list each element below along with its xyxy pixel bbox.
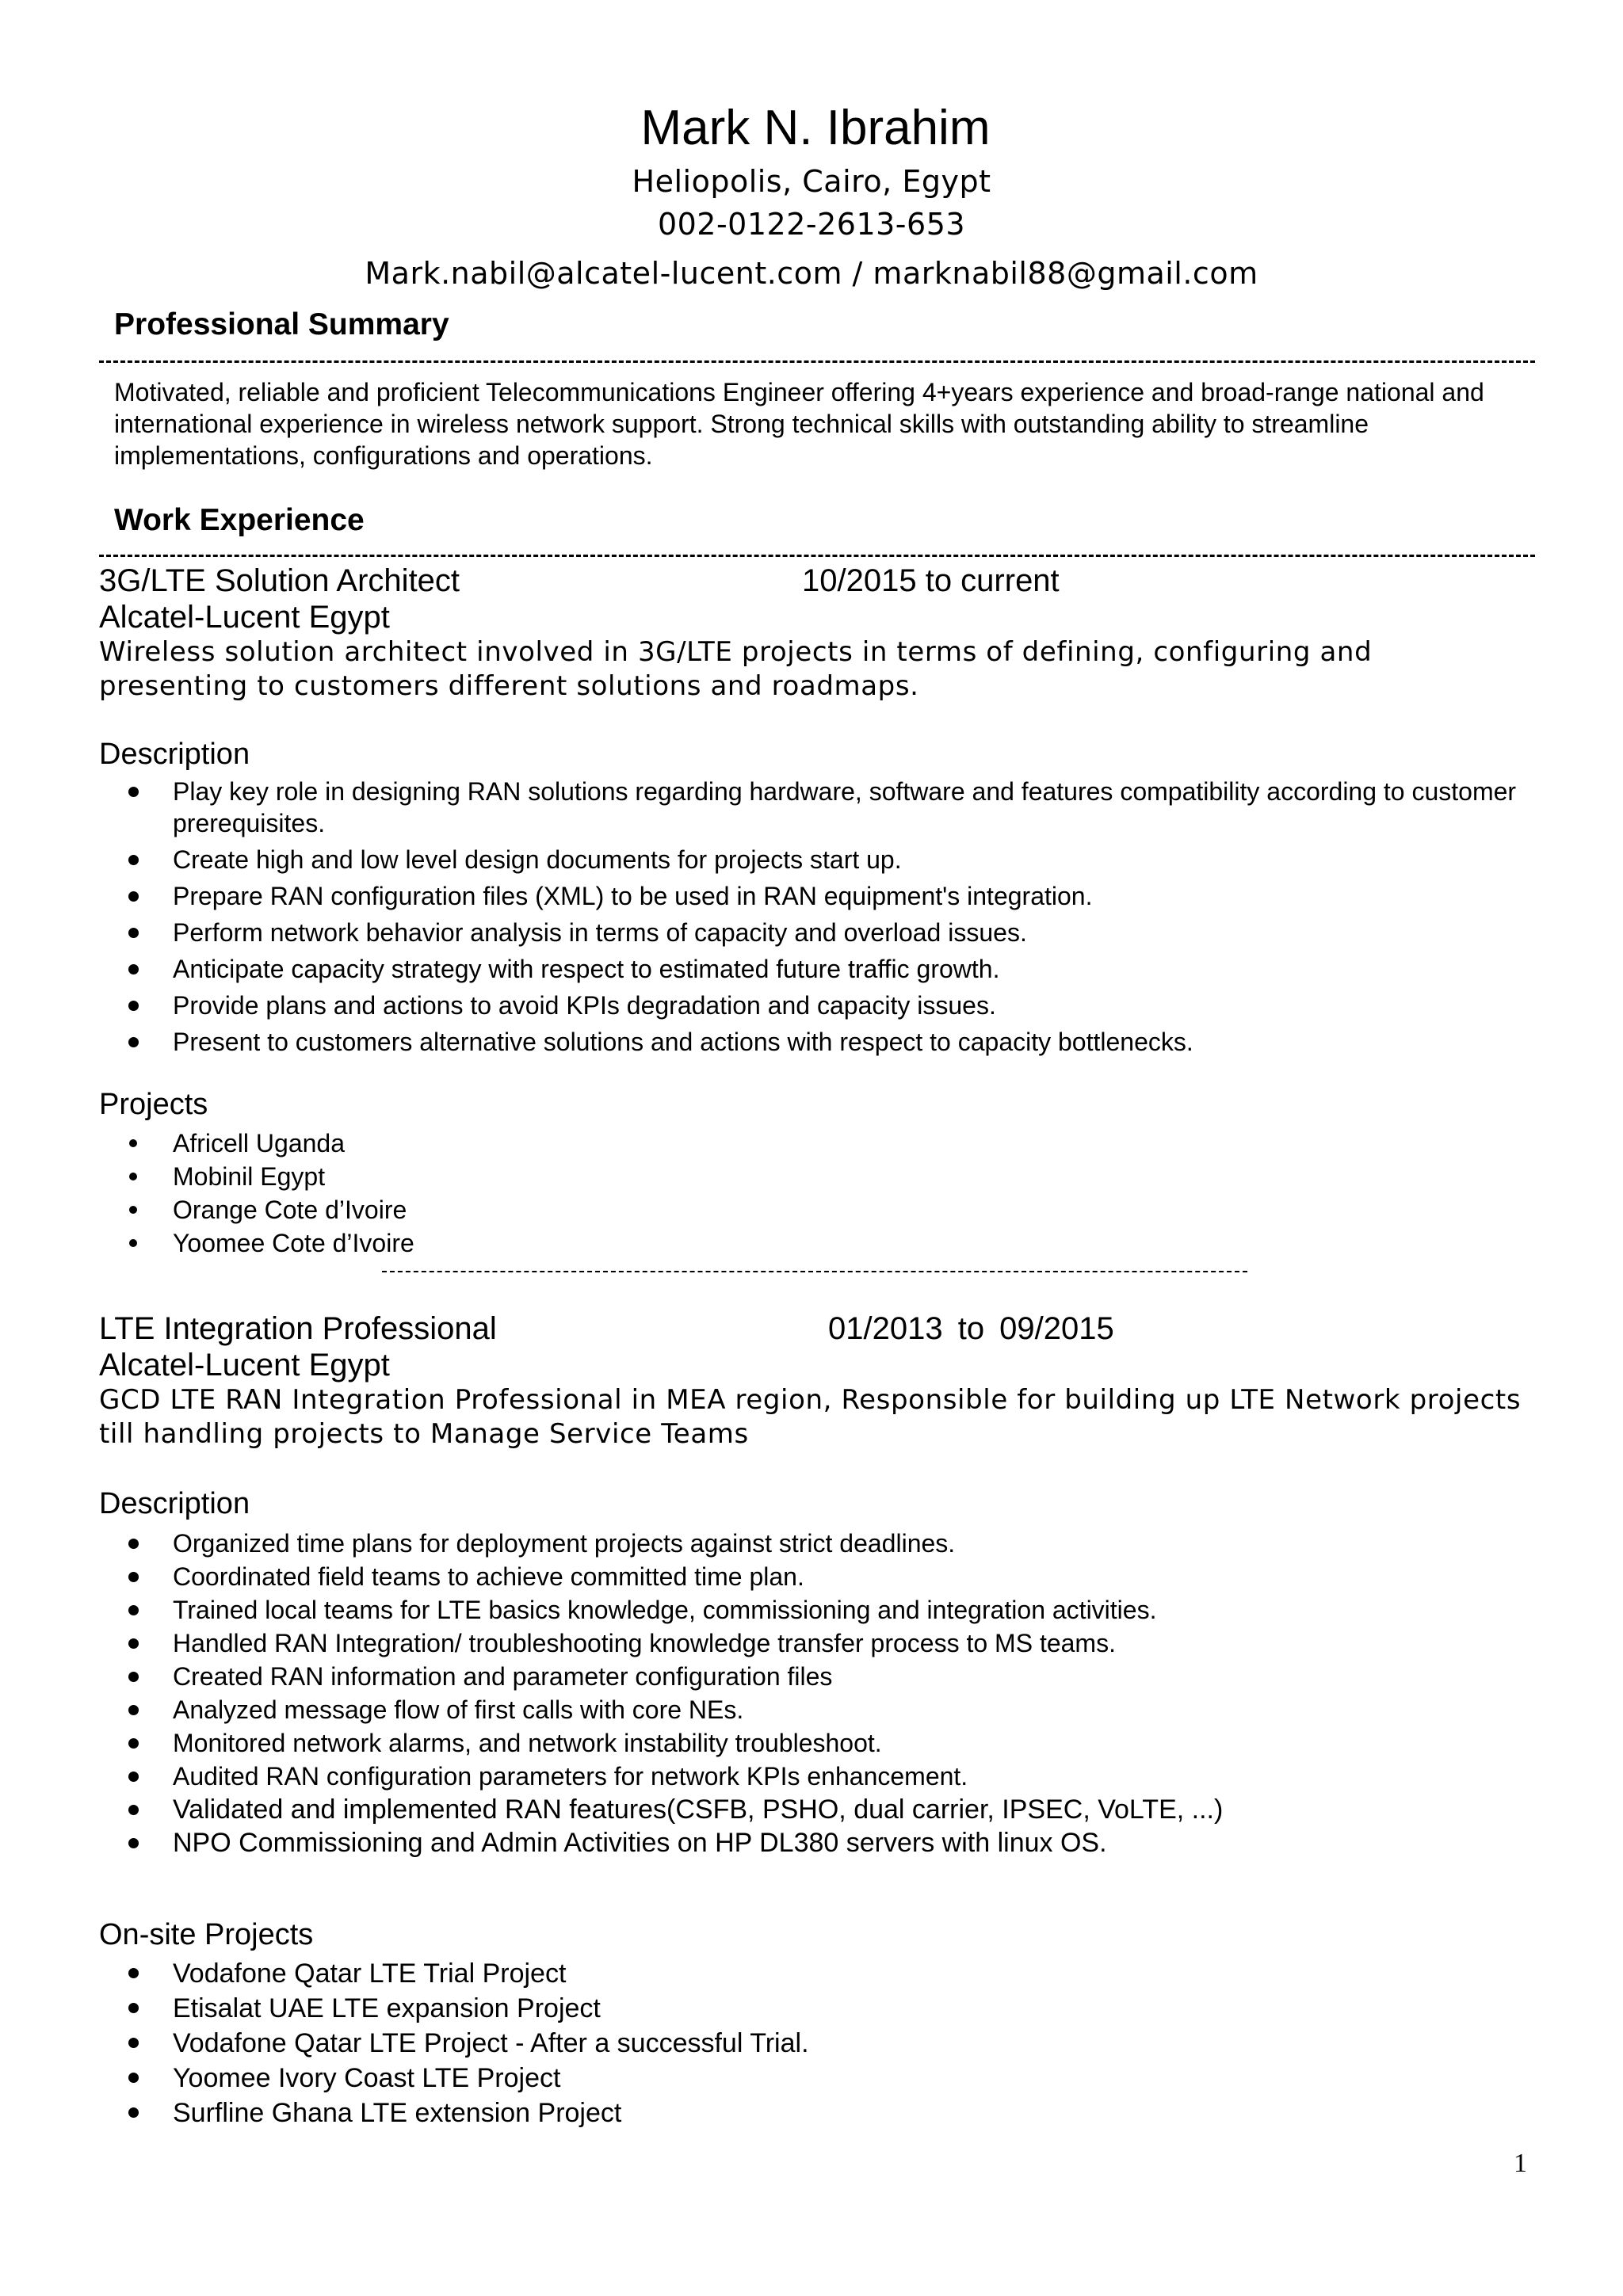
section-divider [99,360,1535,363]
list-item: Prepare RAN configuration files (XML) to be used in RAN equipment's integration. [99,880,1526,912]
list-item: Monitored network alarms, and network instability troubleshoot. [99,1727,1526,1759]
list-item: Validated and implemented RAN features(CSFB, PSHO, dual carrier, IPSEC, VoLTE, ...) [99,1794,1526,1825]
list-item: Create high and low level design documents for projects start up. [99,844,1526,875]
list-item: Handled RAN Integration/ troubleshooting knowledge transfer process to MS teams. [99,1627,1526,1659]
list-item: Mobinil Egypt [99,1161,1526,1192]
job-bullets [99,776,1526,1062]
description-heading: Description [99,1487,250,1520]
job-description: GCD LTE RAN Integration Professional in MEA region, Responsible for building up LTE Network projects till handling projects to Manage Service Teams [99,1384,1522,1450]
list-item: Orange Cote d’Ivoire [99,1194,1526,1226]
projects-heading: Projects [99,1088,208,1121]
list-item: Created RAN information and parameter configuration files [99,1661,1526,1692]
list-item: Perform network behavior analysis in terms of capacity and overload issues. [99,917,1526,948]
list-item: Yoomee Ivory Coast LTE Project [99,2061,1526,2095]
job-title-row [99,1310,1535,1347]
job-dates: 10/2015 to current [802,563,1060,598]
section-divider [99,555,1535,557]
job-description: Wireless solution architect involved in 3G/LTE projects in terms of defining, configuring and presenting to customers different solutions and roadmaps. [99,636,1373,702]
job-company: Alcatel-Lucent Egypt [99,600,390,635]
list-item: Anticipate capacity strategy with respect to estimated future traffic growth. [99,953,1526,985]
job-title: LTE Integration Professional [99,1311,497,1346]
list-item: Coordinated field teams to achieve committed time plan. [99,1561,1526,1592]
list-item: Audited RAN configuration parameters for network KPIs enhancement. [99,1760,1526,1792]
list-item: Analyzed message flow of first calls with core NEs. [99,1694,1526,1726]
page-number: 1 [1514,2149,1527,2178]
list-item: Provide plans and actions to avoid KPIs degradation and capacity issues. [99,990,1526,1021]
list-item: Etisalat UAE LTE expansion Project [99,1992,1526,2025]
work-heading: Work Experience [114,503,365,537]
projects-heading: On-site Projects [99,1918,314,1951]
job-dates: 01/2013 to 09/2015 [828,1311,1114,1346]
job-entry [99,1310,1535,1451]
job-company: Alcatel-Lucent Egypt [99,1348,390,1383]
project-list [99,1957,1526,2131]
list-item: Yoomee Cote d’Ivoire [99,1227,1526,1259]
job-bullets [99,1527,1526,1860]
list-item: Trained local teams for LTE basics knowledge, commissioning and integration activities. [99,1594,1526,1626]
job-entry [99,563,1535,704]
list-item: Africell Uganda [99,1127,1526,1159]
job-divider [382,1271,1247,1272]
summary-text: Motivated, reliable and proficient Telecommunications Engineer offering 4+years experience and broad-range national and international experience in wireless network support. Strong technical skills with outstanding ability to streamline implementations, configurations and operations. [114,378,1484,470]
list-item: Present to customers alternative solutions and actions with respect to capacity bottlenecks. [99,1026,1526,1058]
project-list [99,1127,1526,1261]
job-title-row [99,563,1535,599]
list-item: NPO Commissioning and Admin Activities on HP DL380 servers with linux OS. [99,1827,1526,1859]
resume-header [0,97,1623,295]
candidate-address: Heliopolis, Cairo, Egypt [632,164,991,199]
list-item: Vodafone Qatar LTE Trial Project [99,1957,1526,1990]
list-item: Surfline Ghana LTE extension Project [99,2096,1526,2130]
description-heading: Description [99,738,250,771]
candidate-phone: 002-0122-2613-653 [657,207,966,242]
list-item: Organized time plans for deployment projects against strict deadlines. [99,1527,1526,1559]
list-item: Vodafone Qatar LTE Project - After a successful Trial. [99,2027,1526,2060]
candidate-email: Mark.nabil@alcatel-lucent.com / marknabil88@gmail.com [365,256,1258,291]
job-title: 3G/LTE Solution Architect [99,563,460,598]
summary-heading: Professional Summary [114,307,449,341]
candidate-name: Mark N. Ibrahim [640,101,991,155]
list-item: Play key role in designing RAN solutions regarding hardware, software and features compatibility according to customer prerequisites. [99,776,1526,839]
